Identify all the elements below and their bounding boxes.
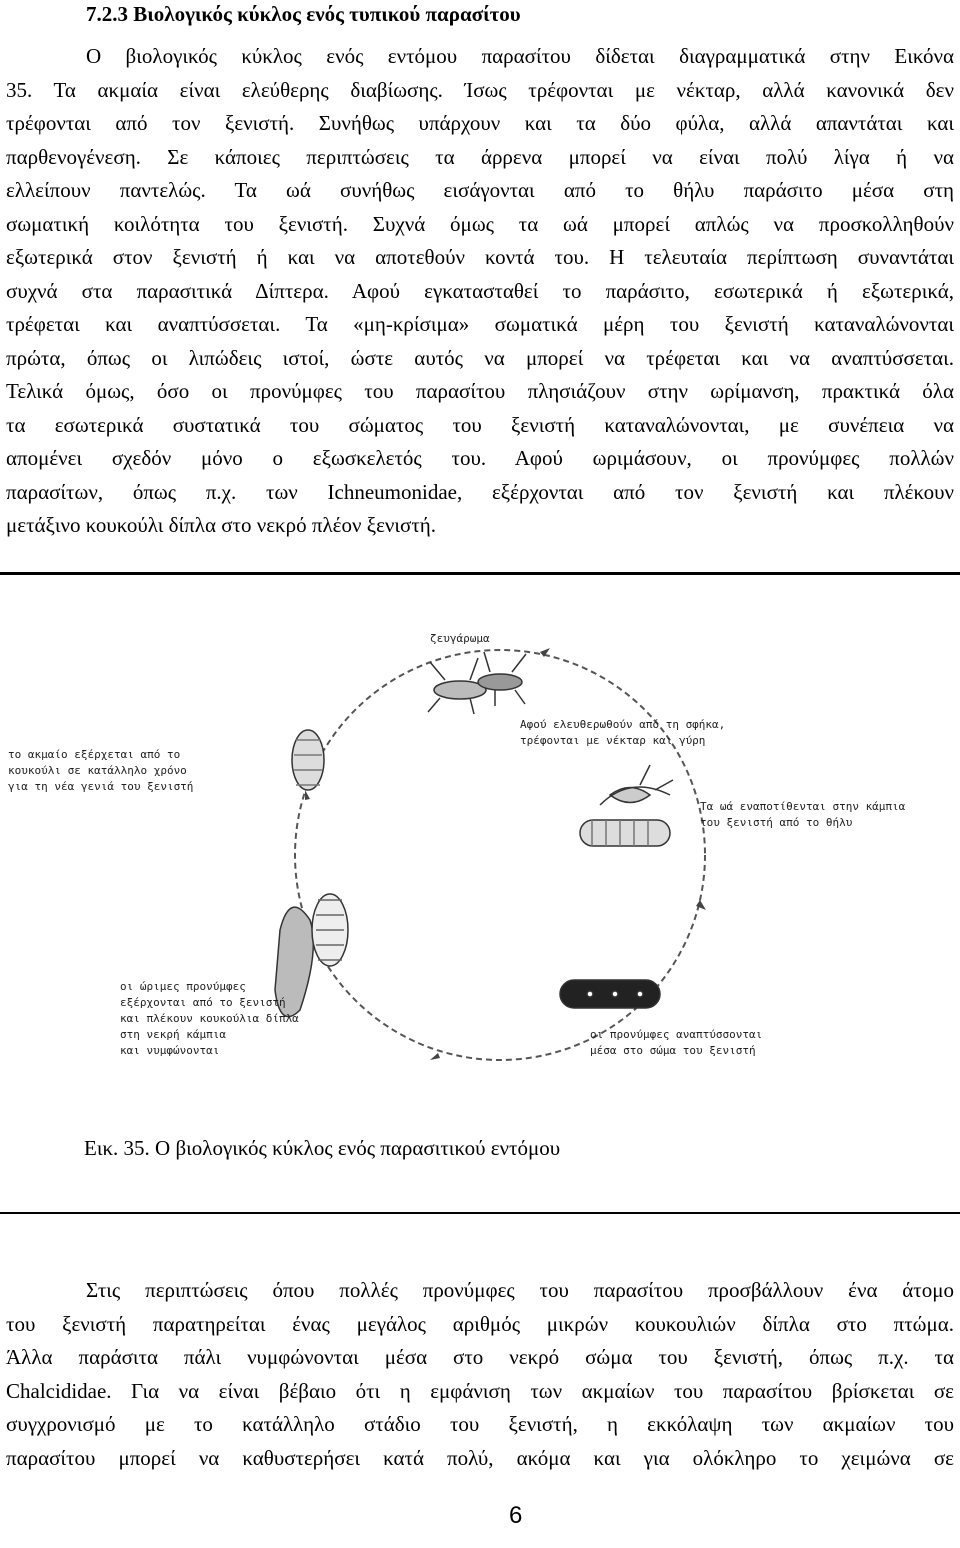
label-mature-larvae: και νυμφώνονται (120, 1044, 220, 1057)
adult-feeding-icon (600, 765, 673, 805)
label-adult-emerges: κουκούλι σε κατάλληλο χρόνο (8, 764, 187, 777)
paragraph-line: παρασίτων, όπως π.χ. των Ichneumonidae, εξέρχονται από τον ξενιστή και πλέκουν (6, 479, 954, 504)
label-adult-emerges: το ακμαίο εξέρχεται από το (8, 748, 181, 761)
parasitized-caterpillar-icon (560, 980, 660, 1008)
figure-caption: Εικ. 35. Ο βιολογικός κύκλος ενός παρασιτικού εντόμου (84, 1136, 561, 1160)
label-adult-feeding: Αφού ελευθερωθούν από τη σφήκα, (520, 718, 726, 731)
cocoons-icon (275, 894, 348, 1017)
host-caterpillar-icon (580, 820, 670, 846)
paragraph-line: σωματική κοιλότητα του ξενιστή. Συχνά όμως τα ωά μπορεί απλώς να προσκολληθούν (6, 211, 954, 236)
paragraph-line: Ο βιολογικός κύκλος ενός εντόμου παρασίτου δίδεται διαγραμματικά στην Εικόνα (86, 44, 954, 68)
figure-top-rule (0, 572, 960, 575)
paragraph-line: Στις περιπτώσεις όπου πολλές προνύμφες του παρασίτου προσβάλλουν ένα άτομο (86, 1278, 954, 1302)
label-mating: ζευγάρωμα (430, 632, 490, 645)
life-cycle-figure (0, 600, 960, 1080)
cycle-arrow-icon (430, 1053, 440, 1060)
intro-paragraph (6, 40, 954, 543)
mating-wasps-icon (428, 652, 526, 714)
paragraph-line: παρασίτου μπορεί να καθυστερήσει κατά πολύ, ακόμα και για ολόκληρο το χειμώνα σε (6, 1445, 954, 1470)
paragraph-line: εξωτερικά στον ξενιστή ή και να αποτεθούν κοντά του. Η τελευταία περίπτωση συναντάται (6, 245, 954, 269)
paragraph-line: συχνά στα παρασιτικά Δίπτερα. Αφού εγκατασταθεί το παράσιτο, εσωτερικά ή εξωτερικά, (6, 278, 954, 303)
second-paragraph (6, 1274, 954, 1475)
section-heading: 7.2.3 Βιολογικός κύκλος ενός τυπικού παρασίτου (86, 2, 521, 26)
label-larvae-inside: μέσα στο σώμα του ξενιστή (590, 1044, 756, 1057)
life-cycle-diagram (0, 600, 960, 1080)
paragraph-line: απομένει σχεδόν μόνο ο εξωσκελετός του. Αφού ωριμάσουν, οι προνύμφες πολλών (6, 446, 954, 470)
label-eggs-laid: Τα ωά εναποτίθενται στην κάμπια (700, 800, 906, 813)
paragraph-line: Chalcididae. Για να είναι βέβαιο ότι η εμφάνιση των ακμαίων του παρασίτου βρίσκεται σε (6, 1378, 954, 1403)
paragraph-line: τρέφονται από τον ξενιστή. Συνήθως υπάρχουν και τα δύο φύλα, αλλά απαντάται και (6, 111, 954, 135)
paragraph-line: Άλλα παράσιτα πάλι νυμφώνονται μέσα στο νεκρό σώμα του ξενιστή, όπως π.χ. τα (6, 1345, 954, 1369)
label-eggs-laid: του ξενιστή από το θήλυ (700, 816, 853, 829)
paragraph-line: μετάξινο κουκούλι δίπλα στο νεκρό πλέον ξενιστή. (6, 513, 437, 537)
label-mature-larvae: στη νεκρή κάμπια (120, 1028, 226, 1041)
label-adult-emerges: για τη νέα γενιά του ξενιστή (8, 780, 194, 793)
paragraph-line: παρθενογένεση. Σε κάποιες περιπτώσεις τα άρρενα μπορεί να είναι πολύ λίγα ή να (6, 144, 954, 169)
paragraph-line: 35. Τα ακμαία είναι ελεύθερης διαβίωσης. Ίσως τρέφονται με νέκταρ, αλλά κανονικά δεν (6, 77, 954, 102)
label-mature-larvae: εξέρχονται από το ξενιστή (120, 996, 286, 1009)
label-adult-feeding: τρέφονται με νέκταρ και γύρη (520, 734, 706, 747)
paragraph-line: συγχρονισμό με το κατάλληλο στάδιο του ξενιστή, η εκκόλαψη των ακμαίων του (6, 1412, 954, 1436)
paragraph-line: πρώτα, όπως οι λιπώδεις ιστοί, ώστε αυτός να μπορεί να τρέφεται και να αναπτύσσεται. (6, 345, 954, 370)
label-larvae-inside: οι προνύμφες αναπτύσσονται (590, 1028, 763, 1041)
figure-bottom-rule (0, 1212, 960, 1214)
cycle-arrow-icon (305, 790, 310, 800)
paragraph-line: Τελικά όμως, όσο οι προνύμφες του παρασίτου πλησιάζουν στην ωρίμανση, πρακτικά όλα (6, 379, 954, 403)
emerging-adult-icon (292, 730, 324, 790)
paragraph-line: του ξενιστή παρατηρείται ένας μεγάλος αριθμός μικρών κουκουλιών δίπλα στο πτώμα. (6, 1311, 954, 1336)
label-mature-larvae: και πλέκουν κουκούλια δίπλα (120, 1012, 299, 1025)
label-mature-larvae: οι ώριμες προνύμφες (120, 980, 246, 993)
paragraph-line: τρέφεται και αναπτύσσεται. Τα «μη-κρίσιμα» σωματικά μέρη του ξενιστή καταναλώνονται (6, 312, 954, 336)
paragraph-line: τα εσωτερικά συστατικά του σώματος του ξενιστή καταναλώνονται, με συνέπεια να (6, 412, 954, 437)
paragraph-line: ελλείπουν παντελώς. Τα ωά συνήθως εισάγονται από το θήλυ παράσιτο μέσα στη (6, 178, 954, 202)
page-number: 6 (509, 1502, 523, 1529)
